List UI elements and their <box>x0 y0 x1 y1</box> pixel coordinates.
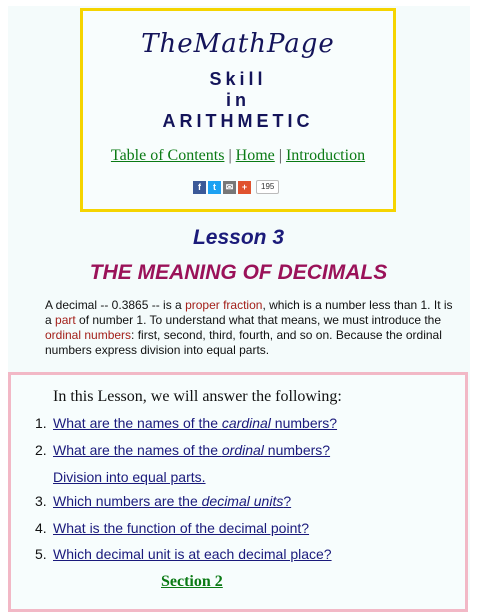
contents-item-4 <box>35 520 309 536</box>
header-nav <box>83 147 393 165</box>
link-cardinal-numbers[interactable]: What are the names of the cardinal numbers? <box>53 415 338 431</box>
item-number: 2. <box>35 442 47 458</box>
share-bar <box>193 180 279 194</box>
contents-item-5 <box>35 546 332 562</box>
item-number: 5. <box>35 546 47 562</box>
nav-separator: | <box>228 147 232 164</box>
facebook-icon[interactable]: f <box>193 181 206 194</box>
lesson-contents-box <box>8 372 468 612</box>
course-title-line-3: ARITHMETIC <box>162 111 314 131</box>
contents-intro: In this Lesson, we will answer the following: <box>53 388 342 405</box>
nav-separator: | <box>278 147 282 164</box>
intro-text: of number 1. To understand what that means, we must introduce the <box>75 313 442 327</box>
course-title <box>83 69 393 132</box>
contents-item-3 <box>35 493 291 509</box>
lesson-number: Lesson 3 <box>192 226 285 249</box>
nav-introduction[interactable]: Introduction <box>285 147 366 164</box>
plus-share-icon[interactable]: + <box>238 181 251 194</box>
link-part[interactable]: part <box>55 313 76 327</box>
contents-item-1 <box>35 415 337 431</box>
nav-home[interactable]: Home <box>235 147 275 164</box>
share-count: 195 <box>256 180 279 194</box>
link-decimal-units[interactable]: Which numbers are the decimal units? <box>53 493 292 509</box>
contents-item-2 <box>35 442 330 458</box>
intro-paragraph <box>45 298 460 358</box>
link-section-2[interactable]: Section 2 <box>161 573 223 590</box>
site-logo[interactable]: TheMathPage <box>141 29 335 59</box>
item-number: 4. <box>35 520 47 536</box>
item-number: 1. <box>35 415 47 431</box>
course-title-line-2: in <box>226 90 250 110</box>
contents-item-division <box>53 469 206 485</box>
intro-text: : first, second, third, fourth, and so on. Because the ordinal numbers express division into equal parts. <box>45 328 442 357</box>
link-division-equal-parts[interactable]: Division into equal parts. <box>53 469 206 485</box>
course-title-line-1: Skill <box>209 69 267 89</box>
intro-text: , which is a number less than 1. It is a <box>45 298 453 327</box>
nav-table-of-contents[interactable]: Table of Contents <box>110 147 225 164</box>
link-proper-fraction[interactable]: proper fraction <box>185 298 263 312</box>
link-decimal-place[interactable]: Which decimal unit is at each decimal place? <box>53 546 332 562</box>
item-number: 3. <box>35 493 47 509</box>
link-ordinal-numbers[interactable]: ordinal numbers <box>45 328 132 342</box>
email-icon[interactable]: ✉ <box>223 181 236 194</box>
intro-text: A decimal -- 0.3865 -- is a <box>45 298 186 312</box>
lesson-title: THE MEANING OF DECIMALS <box>89 261 388 284</box>
header-box <box>80 8 396 212</box>
link-ordinal-numbers-section[interactable]: What are the names of the ordinal numbers? <box>53 442 331 458</box>
link-decimal-point[interactable]: What is the function of the decimal point? <box>53 520 310 536</box>
twitter-icon[interactable]: t <box>208 181 221 194</box>
